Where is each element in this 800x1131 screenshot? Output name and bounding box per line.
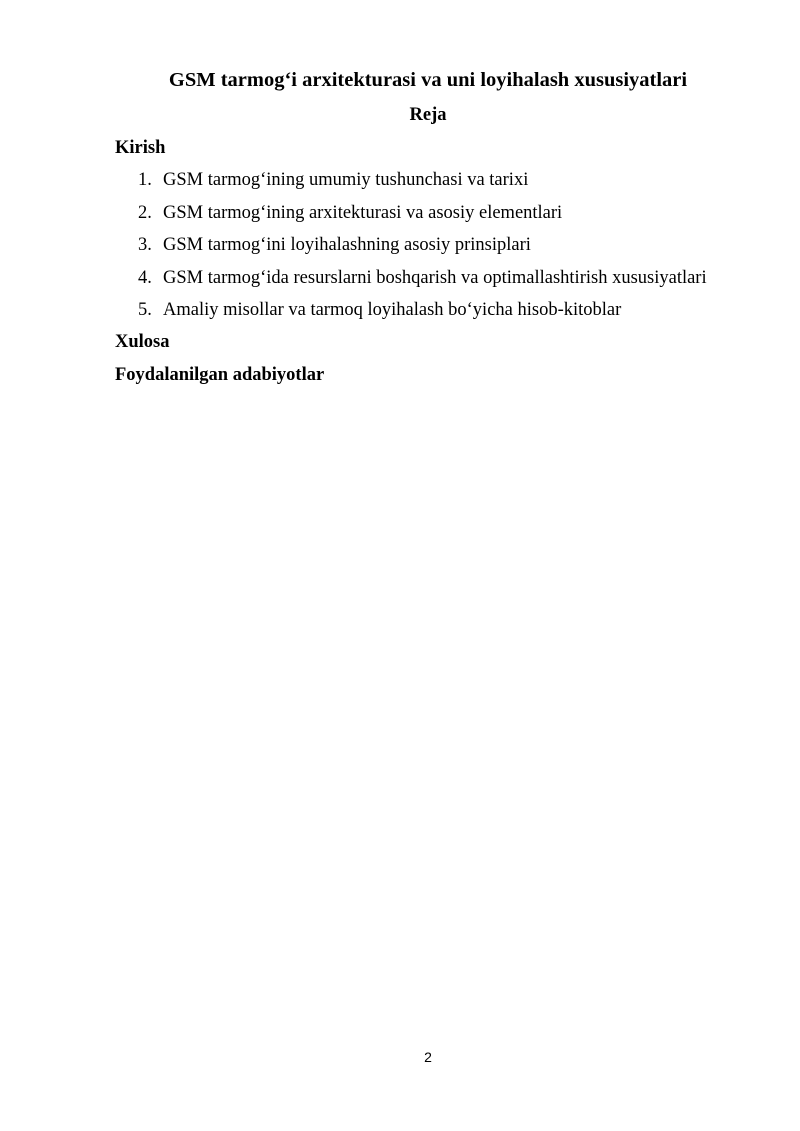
plan-item-text: Amaliy misollar va tarmoq loyihalash bo‘yicha hisob-kitoblar bbox=[163, 300, 622, 320]
plan-item bbox=[138, 297, 707, 330]
plan-item-number: 2. bbox=[138, 202, 152, 223]
plan-item-number: 4. bbox=[138, 267, 152, 288]
plan-item bbox=[138, 167, 707, 200]
plan-item-text: GSM tarmog‘ining umumiy tushunchasi va tarixi bbox=[163, 170, 529, 190]
document-title: GSM tarmog‘i arxitekturasi va uni loyihalash xususiyatlari bbox=[168, 69, 688, 91]
page-number: 2 bbox=[424, 1049, 432, 1065]
plan-item bbox=[138, 232, 707, 265]
plan-heading: Reja bbox=[409, 105, 447, 125]
plan-list bbox=[138, 167, 707, 330]
intro-heading: Kirish bbox=[115, 138, 166, 158]
plan-item bbox=[138, 200, 707, 233]
plan-item-number: 3. bbox=[138, 235, 152, 255]
plan-item-text: GSM tarmog‘ida resurslarni boshqarish va optimallashtirish xususiyatlari bbox=[163, 267, 707, 288]
plan-item-text: GSM tarmog‘ining arxitekturasi va asosiy elementlari bbox=[163, 202, 563, 223]
plan-item-number: 1. bbox=[138, 170, 152, 190]
references-heading: Foydalanilgan adabiyotlar bbox=[115, 365, 325, 385]
plan-item-number: 5. bbox=[138, 300, 152, 320]
plan-item-text: GSM tarmog‘ini loyihalashning asosiy prinsiplari bbox=[163, 235, 531, 255]
plan-item bbox=[138, 265, 707, 298]
conclusion-heading: Xulosa bbox=[115, 332, 170, 352]
